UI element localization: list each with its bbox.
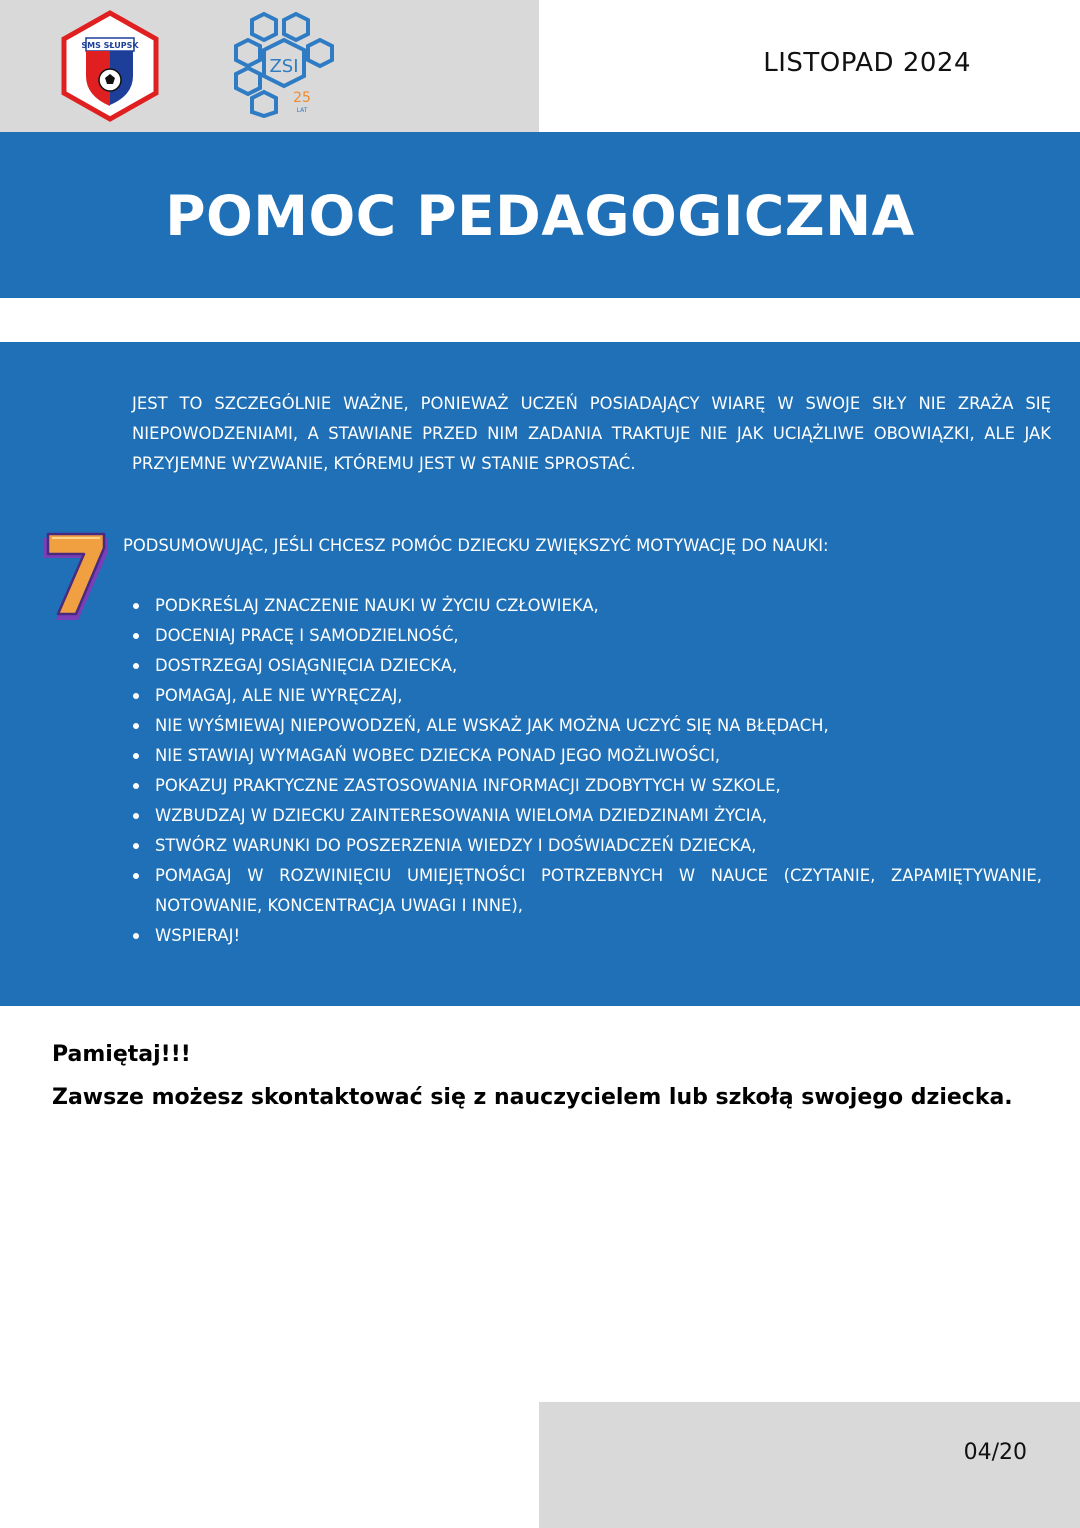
motivation-tips-list [131, 591, 1042, 951]
list-item: DOSTRZEGAJ OSIĄGNIĘCIA DZIECKA, [131, 651, 1042, 681]
contact-note: Zawsze możesz skontaktować się z nauczycielem lub szkołą swojego dziecka. [52, 1085, 1013, 1110]
zsi-logo-text: ZSI [269, 56, 299, 77]
zsi-logo-lat: LAT [296, 107, 308, 114]
footer-panel [539, 1402, 1080, 1528]
list-item: WSPIERAJ! [131, 921, 1042, 951]
list-item: STWÓRZ WARUNKI DO POSZERZENIA WIEDZY I DOŚWIADCZEŃ DZIECKA, [131, 831, 1042, 861]
page-title: POMOC PEDAGOGICZNA [165, 184, 915, 248]
zsi-logo-anniversary: 25 [293, 90, 311, 106]
list-item: POKAZUJ PRAKTYCZNE ZASTOSOWANIA INFORMACJI ZDOBYTYCH W SZKOLE, [131, 771, 1042, 801]
intro-paragraph: JEST TO SZCZEGÓLNIE WAŻNE, PONIEWAŻ UCZEŃ POSIADAJĄCY WIARĘ W SWOJE SIŁY NIE ZRAŻA SIĘ NIEPOWODZENIAMI, A STAWIANE PRZED NIM ZADANIA TRAKTUJE NIE JAK UCIĄŻLIWE OBOWIĄZKI, ALE JAK PRZYJEMNE WYZWANIE, KTÓREMU JEST W STANIE SPROSTAĆ. [132, 394, 1051, 473]
list-item: POMAGAJ W ROZWINIĘCIU UMIEJĘTNOŚCI POTRZEBNYCH W NAUCE (CZYTANIE, ZAPAMIĘTYWANIE, NOTOWANIE, KONCENTRACJA UWAGI I INNE), [131, 861, 1042, 921]
summary-lead: PODSUMOWUJĄC, JEŚLI CHCESZ POMÓC DZIECKU ZWIĘKSZYĆ MOTYWACJĘ DO NAUKI: [123, 536, 829, 555]
sms-slupsk-logo-icon [60, 10, 160, 122]
issue-date: LISTOPAD 2024 [763, 48, 971, 78]
list-item: NIE WYŚMIEWAJ NIEPOWODZEŃ, ALE WSKAŻ JAK MOŻNA UCZYĆ SIĘ NA BŁĘDACH, [131, 711, 1042, 741]
zsi-25-lat-logo-icon [226, 10, 342, 118]
list-item: POMAGAJ, ALE NIE WYRĘCZAJ, [131, 681, 1042, 711]
list-item: PODKREŚLAJ ZNACZENIE NAUKI W ŻYCIU CZŁOWIEKA, [131, 591, 1042, 621]
list-item: NIE STAWIAJ WYMAGAŃ WOBEC DZIECKA PONAD JEGO MOŻLIWOŚCI, [131, 741, 1042, 771]
list-item: DOCENIAJ PRACĘ I SAMODZIELNOŚĆ, [131, 621, 1042, 651]
list-item: WZBUDZAJ W DZIECKU ZAINTERESOWANIA WIELOMA DZIEDZINAMI ŻYCIA, [131, 801, 1042, 831]
number-seven-icon [38, 530, 112, 624]
page-number: 04/20 [963, 1440, 1027, 1465]
sms-logo-text: SMS SŁUPSK [81, 41, 139, 50]
remember-heading: Pamiętaj!!! [52, 1042, 191, 1067]
